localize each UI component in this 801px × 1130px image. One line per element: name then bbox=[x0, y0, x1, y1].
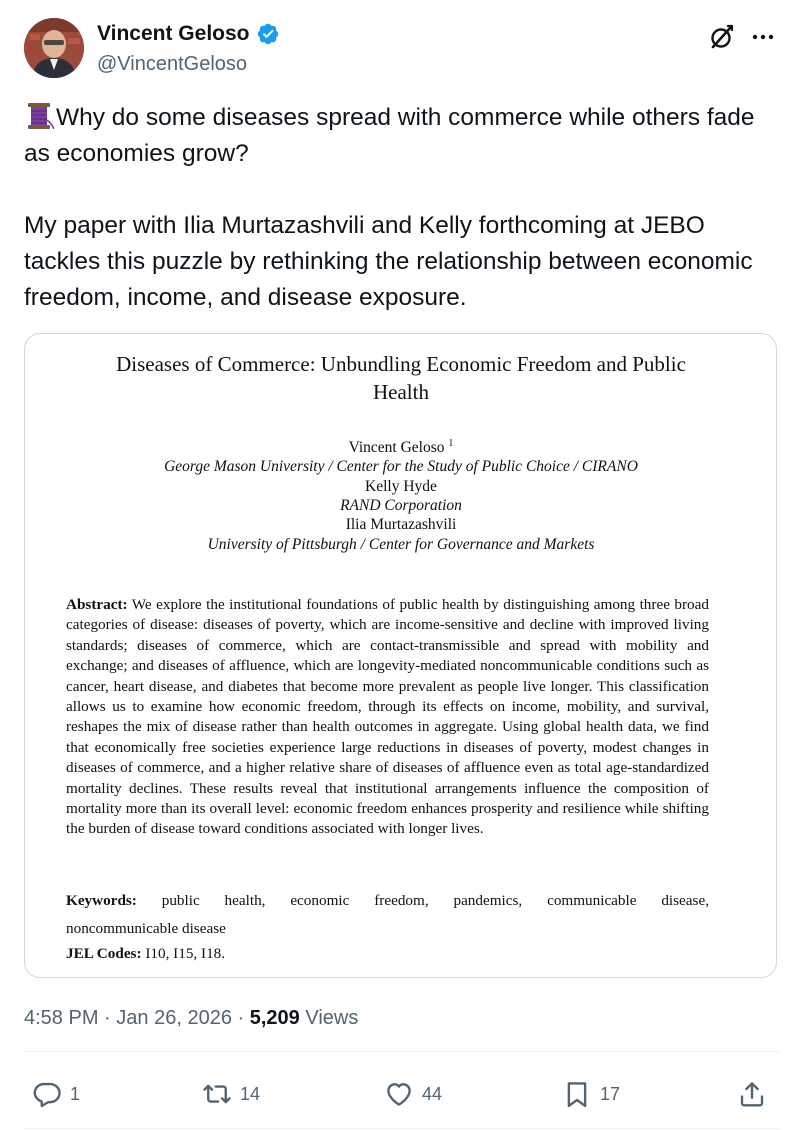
paper-author-1-name: Vincent Geloso bbox=[348, 439, 445, 457]
paper-abstract-text: We explore the institutional foundations of public health by distinguishing among three broad categories of disease: diseases of poverty, which are income-sensitive and decline with improved living standards; diseases of commerce, which are contact-transmissible and spread with mobility and exchange; and diseases of affluence, which are longevity-mediated noncommunicable conditions such as cancer, heart disease, and diabetes that become more prevalent as people live longer. This classification allows us to examine how economic freedom, through its effects on income, mobility, and survival, reshapes the mix of disease rather than health outcomes in aggregate. Using global health data, we find that economically free societies experience large reductions in diseases of poverty, modest changes in diseases of commerce, and a higher relative share of diseases of affluence even as total age-standardized mortality declines. These results reveal that institutional arrangements influence the composition of mortality more than its overall level: economic freedom enhances prosperity and resilience while shifting the burden of disease toward conditions associated with longer lives. bbox=[66, 596, 709, 838]
divider-top bbox=[24, 1051, 781, 1052]
like-button[interactable] bbox=[384, 1072, 442, 1116]
reply-icon bbox=[32, 1079, 62, 1109]
post-header bbox=[24, 16, 781, 80]
views-count[interactable]: 5,209 bbox=[249, 1007, 300, 1029]
avatar-photo bbox=[24, 18, 84, 78]
views-label[interactable]: Views bbox=[305, 1007, 359, 1029]
bookmark-icon bbox=[562, 1079, 592, 1109]
verified-badge-icon[interactable] bbox=[256, 22, 280, 46]
post-meta bbox=[24, 1003, 358, 1033]
paper-author-3-name: Ilia Murtazashvili bbox=[345, 516, 457, 534]
paper-jel-values: I10, I15, I18. bbox=[145, 945, 226, 962]
paper-abstract bbox=[66, 595, 709, 840]
reply-button[interactable] bbox=[32, 1072, 80, 1116]
paper-author-1-footnote: 1 bbox=[448, 438, 454, 449]
divider-bottom bbox=[24, 1128, 781, 1129]
like-count: 44 bbox=[422, 1083, 443, 1104]
meta-separator: · bbox=[104, 1007, 111, 1029]
paper-author-1 bbox=[65, 434, 737, 457]
action-bar bbox=[24, 1072, 781, 1116]
reply-count: 1 bbox=[70, 1083, 81, 1104]
bookmark-button[interactable] bbox=[562, 1072, 620, 1116]
repost-button[interactable] bbox=[202, 1072, 260, 1116]
paper-keywords-label: Keywords: bbox=[66, 892, 137, 909]
paper-keywords bbox=[66, 887, 709, 943]
more-options-button[interactable] bbox=[748, 22, 778, 52]
paper-authors bbox=[65, 434, 737, 554]
paper-keywords-line-2: noncommunicable disease bbox=[66, 920, 226, 937]
paper-image[interactable] bbox=[24, 333, 777, 978]
post-paragraph-1 bbox=[24, 100, 784, 172]
paper-title bbox=[65, 350, 737, 406]
paper-keywords-text-1: public health, economic freedom, pandemics, communicable disease, bbox=[161, 892, 709, 909]
grok-button[interactable] bbox=[707, 22, 737, 52]
repost-count: 14 bbox=[240, 1083, 261, 1104]
avatar[interactable] bbox=[24, 18, 84, 78]
post-paragraph-2: My paper with Ilia Murtazashvili and Kelly forthcoming at JEBO tackles this puzzle by rethinking the relationship between economic freedom, income, and disease exposure. bbox=[24, 212, 753, 311]
author-handle[interactable]: @VincentGeloso bbox=[97, 53, 248, 75]
author-names bbox=[97, 20, 280, 78]
post-text bbox=[24, 100, 784, 316]
heart-icon bbox=[384, 1079, 414, 1109]
paper-abstract-label: Abstract: bbox=[66, 596, 128, 613]
paper-author-2-affiliation: RAND Corporation bbox=[340, 497, 462, 515]
author-display-name-text[interactable]: Vincent Geloso bbox=[97, 22, 250, 45]
bookmark-count: 17 bbox=[600, 1083, 621, 1104]
grok-icon bbox=[707, 22, 737, 52]
repost-icon bbox=[202, 1079, 232, 1109]
share-button[interactable] bbox=[737, 1072, 767, 1116]
paper-title-line-1: Diseases of Commerce: Unbundling Economic Freedom and Public bbox=[116, 352, 686, 376]
paper-title-line-2: Health bbox=[373, 380, 429, 404]
paper-author-2-name: Kelly Hyde bbox=[365, 477, 437, 495]
paper-jel-label: JEL Codes: bbox=[66, 945, 142, 962]
share-icon bbox=[737, 1079, 767, 1109]
paper-author-3-affiliation: University of Pittsburgh / Center for Governance and Markets bbox=[207, 535, 595, 553]
thread-spool-icon bbox=[24, 102, 54, 130]
post-time[interactable]: 4:58 PM bbox=[24, 1007, 99, 1029]
paper-keywords-line-1 bbox=[66, 887, 709, 915]
author-display-name[interactable] bbox=[97, 20, 280, 48]
paper-jel-codes bbox=[66, 944, 225, 964]
post-date[interactable]: Jan 26, 2026 bbox=[116, 1007, 232, 1029]
paper-author-1-affiliation: George Mason University / Center for the Study of Public Choice / CIRANO bbox=[164, 458, 638, 476]
meta-separator-2: · bbox=[237, 1007, 245, 1029]
post-paragraph-1-text: Why do some diseases spread with commerce while others fade as economies grow? bbox=[24, 104, 755, 167]
more-icon bbox=[748, 22, 778, 52]
